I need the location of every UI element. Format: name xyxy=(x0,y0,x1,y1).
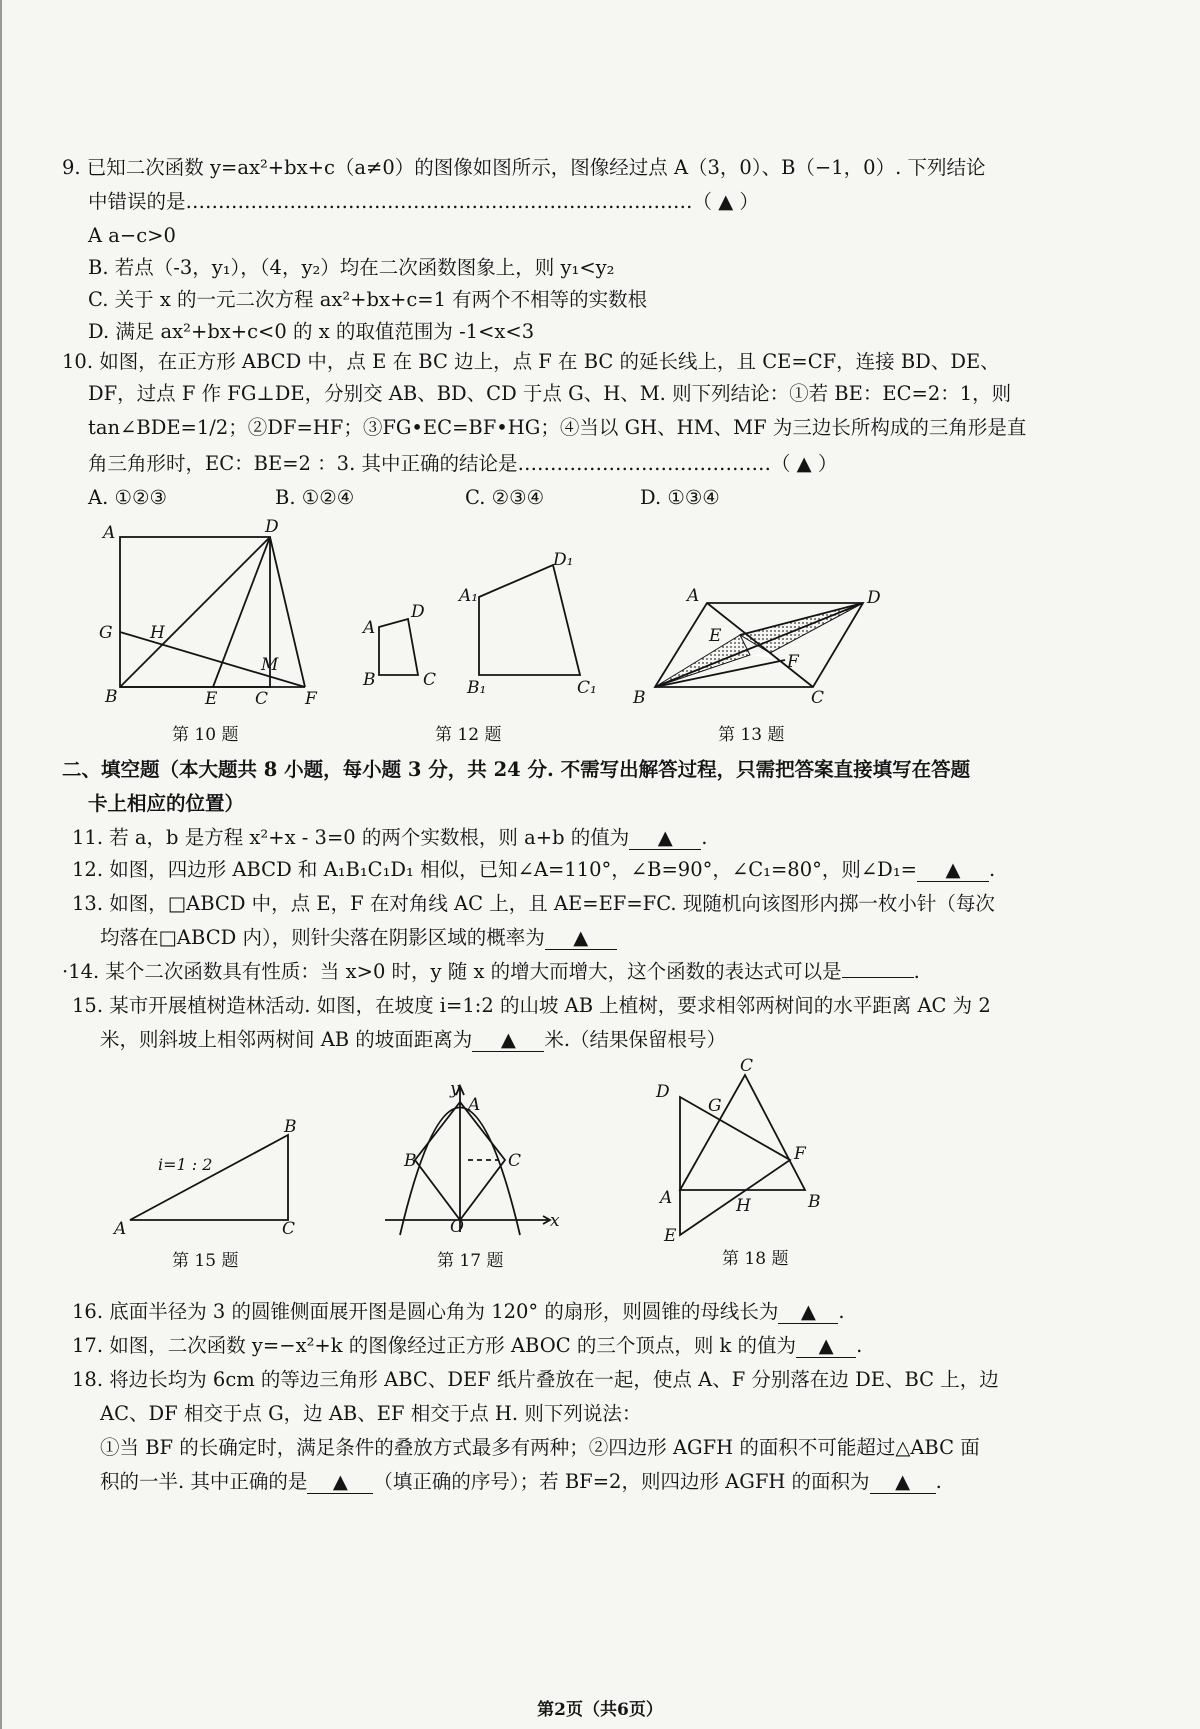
q15-answer-blank[interactable]: ▲ xyxy=(472,1028,544,1052)
q9-option-c: C. 关于 x 的一元二次方程 ax²+bx+c=1 有两个不相等的实数根 xyxy=(88,288,648,311)
q13-line1: 13. 如图，□ABCD 中，点 E，F 在对角线 AC 上，且 AE=EF=FC. 现随机向该图形内掷一枚小针（每次 xyxy=(72,892,995,915)
fig13-label: A xyxy=(687,586,700,606)
q16 xyxy=(72,1300,845,1324)
section2-heading: 二、填空题（本大题共 8 小题，每小题 3 分，共 24 分. 不需写出解答过程，只需把答案直接填写在答题 xyxy=(62,758,971,781)
q17 xyxy=(72,1334,862,1358)
fig15-label: A xyxy=(114,1219,127,1239)
fig18-label: C xyxy=(740,1056,754,1076)
section2-heading-cont: 卡上相应的位置） xyxy=(88,792,245,815)
fig17-label: x xyxy=(550,1211,560,1231)
q13-answer-blank[interactable]: ▲ xyxy=(545,926,617,950)
q13-text: 均落在□ABCD 内），则针尖落在阴影区域的概率为 xyxy=(100,926,545,949)
caption-q12: 第 12 题 xyxy=(435,725,502,745)
fig12-label: B₁ xyxy=(467,678,487,698)
fig13-label: B xyxy=(633,688,646,708)
q15-line2 xyxy=(100,1028,726,1052)
q10-line3: tan∠BDE=1/2；②DF=HF；③FG•EC=BF•HG；④当以 GH、HM、MF 为三边长所构成的三角形是直 xyxy=(88,416,1027,439)
scan-edge xyxy=(0,0,2,1729)
q18-answer-blank-1[interactable]: ▲ xyxy=(307,1470,373,1494)
q14-text: ·14. 某个二次函数具有性质：当 x>0 时，y 随 x 的增大而增大，这个函数的表达式可以是 xyxy=(62,960,842,983)
q17-end: . xyxy=(856,1334,863,1357)
slope-label: i=1 : 2 xyxy=(158,1155,213,1174)
fig17-label: O xyxy=(450,1217,464,1237)
q12-end: . xyxy=(988,858,996,881)
fig18-label: E xyxy=(664,1226,677,1246)
fig18-label: F xyxy=(794,1144,806,1164)
fig12-label: C₁ xyxy=(577,678,597,698)
caption-q17: 第 17 题 xyxy=(437,1251,504,1271)
fig15-label: B xyxy=(284,1117,297,1137)
q11-end: . xyxy=(701,826,708,849)
fig18-label: D xyxy=(656,1082,670,1102)
q12-text: 12. 如图，四边形 ABCD 和 A₁B₁C₁D₁ 相似，已知∠A=110°，∠B=90°，∠C₁=80°，则∠D₁= xyxy=(72,858,917,881)
q10-line2: DF，过点 F 作 FG⊥DE，分别交 AB、BD、CD 于点 G、H、M. 则下列结论：①若 BE：EC=2：1，则 xyxy=(88,382,1012,405)
q9-option-b: B. 若点（-3，y₁），（4，y₂）均在二次函数图象上，则 y₁<y₂ xyxy=(88,256,615,279)
caption-q13: 第 13 题 xyxy=(718,725,785,745)
fig10-label: E xyxy=(205,689,218,709)
fig10-label: B xyxy=(105,687,118,707)
q18-line2: AC、DF 相交于点 G，边 AB、EF 相交于点 H. 则下列说法： xyxy=(100,1402,642,1425)
q18-line3: ①当 BF 的长确定时，满足条件的叠放方式最多有两种；②四边形 AGFH 的面积不可能超过△ABC 面 xyxy=(100,1436,980,1459)
q16-answer-blank[interactable]: ▲ xyxy=(778,1300,838,1324)
q18-end: . xyxy=(935,1470,942,1493)
q12 xyxy=(72,858,995,882)
fig13-label: F xyxy=(787,652,799,672)
fig10-label: A xyxy=(103,523,116,543)
figure-12 xyxy=(355,545,605,705)
q9-line1: 9. 已知二次函数 y=ax²+bx+c（a≠0）的图像如图所示，图像经过点 A（3，0）、B（−1，0）. 下列结论 xyxy=(62,156,986,179)
q18-line4 xyxy=(100,1470,942,1494)
fig18-label: G xyxy=(708,1096,722,1116)
figure-15 xyxy=(110,1117,330,1240)
fig18-label: A xyxy=(660,1188,673,1208)
q10-option-d: D. ①③④ xyxy=(640,486,720,509)
fig12-label: D xyxy=(411,602,425,622)
fig17-label: C xyxy=(508,1151,522,1171)
q15-line1: 15. 某市开展植树造林活动. 如图，在坡度 i=1:2 的山坡 AB 上植树，要求相邻两树间的水平距离 AC 为 2 xyxy=(72,994,991,1017)
caption-q18: 第 18 题 xyxy=(722,1249,789,1269)
q17-text: 17. 如图，二次函数 y=−x²+k 的图像经过正方形 ABOC 的三个顶点，则 k 的值为 xyxy=(72,1334,797,1357)
q17-answer-blank[interactable]: ▲ xyxy=(796,1334,856,1358)
fig12-label: C xyxy=(423,670,437,690)
fig12-label: A₁ xyxy=(459,586,479,606)
fig17-label: y xyxy=(450,1079,460,1099)
q10-line4: 角三角形时，EC：BE=2 ：3. 其中正确的结论是…………………………………（ ▲ ） xyxy=(88,452,838,475)
quadrilateral-a1b1c1d1 xyxy=(479,565,580,675)
q10-option-c: C. ②③④ xyxy=(465,486,545,509)
fig13-label: D xyxy=(867,588,881,608)
q14-answer-blank[interactable] xyxy=(842,977,914,978)
fig10-label: F xyxy=(305,689,317,709)
page-number: 第2页（共6页） xyxy=(537,1700,663,1720)
fig10-label: H xyxy=(150,623,165,643)
q13-line2 xyxy=(100,926,617,950)
fig13-label: C xyxy=(811,688,825,708)
fig10-label: C xyxy=(255,689,269,709)
fig12-label: D₁ xyxy=(553,550,574,570)
triangle-def xyxy=(680,1097,790,1235)
caption-q15: 第 15 题 xyxy=(172,1251,239,1271)
fig12-label: B xyxy=(363,670,376,690)
quadrilateral-abcd xyxy=(379,619,418,675)
q10-option-a: A. ①②③ xyxy=(88,486,167,509)
fig10-label: D xyxy=(265,517,279,537)
q11 xyxy=(72,826,707,850)
segment-bd xyxy=(120,537,270,687)
fig15-label: C xyxy=(282,1219,296,1239)
slope-triangle xyxy=(130,1135,288,1220)
figure-17 xyxy=(380,1080,580,1240)
figure-10 xyxy=(95,517,335,720)
q10-line1: 10. 如图，在正方形 ABCD 中，点 E 在 BC 边上，点 F 在 BC 的延长线上，且 CE=CF，连接 BD、DE、 xyxy=(62,350,1000,373)
q18-text-mid: （填正确的序号）；若 BF=2，则四边形 AGFH 的面积为 xyxy=(373,1470,870,1493)
q12-answer-blank[interactable]: ▲ xyxy=(917,858,989,882)
q9-line2: 中错误的是……………………………………………………………………（ ▲ ） xyxy=(88,190,759,213)
fig10-label: M xyxy=(261,655,279,675)
fig10-label: G xyxy=(99,623,113,643)
fig17-label: A xyxy=(468,1095,481,1115)
q18-answer-blank-2[interactable]: ▲ xyxy=(870,1470,936,1494)
fig18-label: B xyxy=(808,1192,821,1212)
figure-13 xyxy=(625,585,895,715)
q15-text-end: 米.（结果保留根号） xyxy=(544,1028,727,1051)
q11-text: 11. 若 a，b 是方程 x²+x - 3=0 的两个实数根，则 a+b 的值为 xyxy=(72,826,630,849)
q18-text: 积的一半. 其中正确的是 xyxy=(100,1470,308,1493)
q14-end: . xyxy=(913,960,920,983)
q18-line1: 18. 将边长均为 6cm 的等边三角形 ABC、DEF 纸片叠放在一起，使点 A、F 分别落在边 DE、BC 上，边 xyxy=(72,1368,999,1391)
fig13-label: E xyxy=(709,626,722,646)
figure-18 xyxy=(650,1055,840,1245)
q16-end: . xyxy=(838,1300,845,1323)
q14 xyxy=(62,960,920,983)
q11-answer-blank[interactable]: ▲ xyxy=(629,826,701,850)
fig12-label: A xyxy=(363,618,376,638)
q15-text: 米，则斜坡上相邻两树间 AB 的坡面距离为 xyxy=(100,1028,473,1051)
q9-option-a: A a−c>0 xyxy=(88,224,176,247)
shaded-region-1 xyxy=(655,635,750,687)
q16-text: 16. 底面半径为 3 的圆锥侧面展开图是圆心角为 120° 的扇形，则圆锥的母线长为 xyxy=(72,1300,779,1323)
q9-option-d: D. 满足 ax²+bx+c<0 的 x 的取值范围为 -1<x<3 xyxy=(88,320,535,343)
q10-option-b: B. ①②④ xyxy=(275,486,355,509)
caption-q10: 第 10 题 xyxy=(172,725,239,745)
fig17-label: B xyxy=(404,1151,417,1171)
fig18-label: H xyxy=(736,1196,751,1216)
